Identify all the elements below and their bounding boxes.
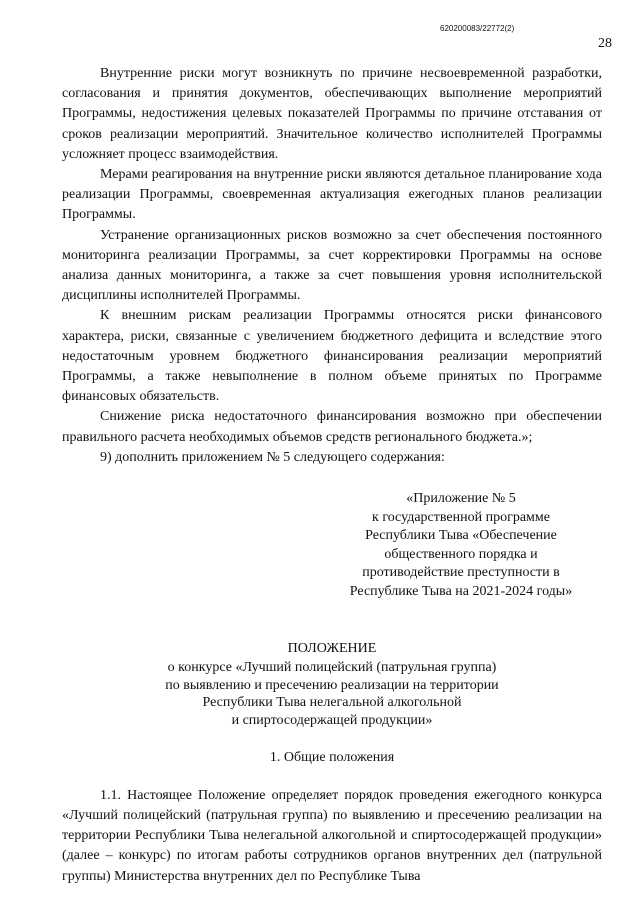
regulation-title: ПОЛОЖЕНИЕ [287, 640, 377, 656]
paragraph-section-1-1: 1.1. Настоящее Положение определяет порядок проведения ежегодного конкурса «Лучший полицейский (патрульная группа) по выявлению и пресечению реализации на территории Республики Тыва нелегальной алкогольной и спиртосодержащей продукции» (далее – конкурс) по итогам работы сотрудников органов внутренних дел (патрульной группы) Министерства внутренних дел по Республике Тыва [62, 787, 602, 884]
document-body [62, 64, 602, 887]
paragraph-amendment: 9) дополнить приложением № 5 следующего содержания: [100, 449, 445, 465]
paragraph-organizational-risks: Устранение организационных рисков возможно за счет обеспечения постоянного мониторинга реализации Программы, за счет корректировки Программы на основе анализа данных мониторинга, а также за счет повышения уровня исполнительской дисциплины исполнителей Программы. [62, 227, 602, 304]
document-code: 620200083/22772(2) [440, 24, 515, 33]
appendix-header [320, 490, 602, 602]
section-heading: 1. Общие положения [269, 749, 395, 765]
appendix-line: общественного порядка и [384, 546, 538, 562]
appendix-line: к государственной программе [372, 509, 550, 525]
paragraph-external-risks: К внешним рискам реализации Программы относятся риски финансового характера, риски, связанные с увеличением бюджетного дефицита и вследствие этого недостаточным уровнем бюджетного финансирования реализации мероприятий Программы, а также невыполнение в полном объеме принятых по Программе финансовых обязательств. [62, 308, 602, 405]
paragraph-internal-risks: Внутренние риски могут возникнуть по причине несвоевременной разработки, согласования и принятия документов, обеспечивающих выполнение мероприятий Программы, недостижения целевых показателей Программы по причине отставания от сроков реализации мероприятий. Значительное количество исполнителей Программы усложняет процесс взаимодействия. [62, 66, 602, 162]
appendix-line: Республике Тыва на 2021-2024 годы» [349, 584, 573, 600]
regulation-title-block [62, 640, 602, 730]
regulation-subtitle-line: по выявлению и пресечению реализации на территории [165, 677, 499, 693]
appendix-line: «Приложение № 5 [406, 491, 516, 507]
regulation-subtitle-line: о конкурсе «Лучший полицейский (патрульная группа) [167, 660, 497, 676]
paragraph-financing-risk: Снижение риска недостаточного финансирования возможно при обеспечении правильного расчета необходимых объемов средств регионального бюджета.»; [62, 409, 602, 445]
page-number: 28 [598, 36, 612, 51]
appendix-line: противодействие преступности в [362, 565, 560, 581]
regulation-subtitle-line: и спиртосодержащей продукции» [231, 713, 433, 728]
paragraph-response-measures: Мерами реагирования на внутренние риски являются детальное планирование хода реализации Программы, своевременная актуализация ежегодных планов реализации Программы. [62, 167, 602, 223]
regulation-subtitle-line: Республики Тыва нелегальной алкогольной [202, 695, 462, 711]
appendix-line: Республики Тыва «Обеспечение [365, 528, 557, 544]
